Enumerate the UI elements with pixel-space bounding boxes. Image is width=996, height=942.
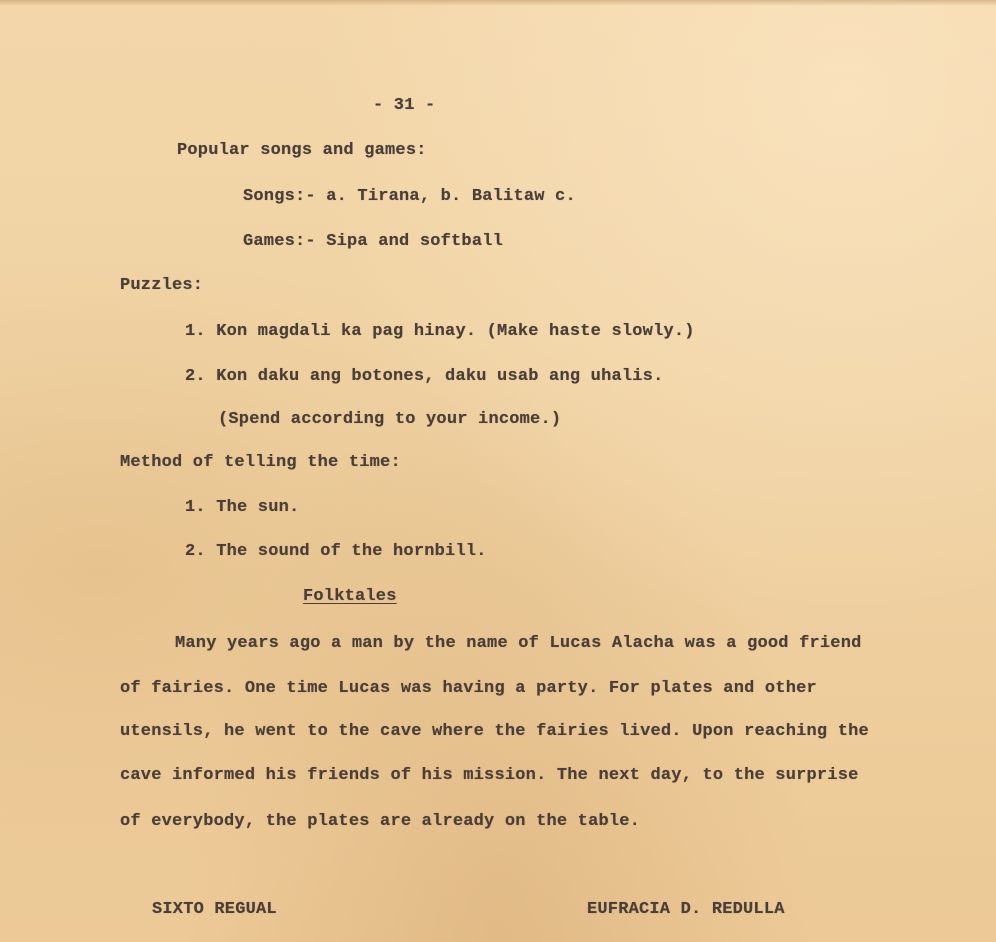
- signature-left: SIXTO REGUAL: [152, 900, 277, 919]
- page-top-edge: [0, 0, 996, 6]
- puzzle-item-2-translation: (Spend according to your income.): [218, 410, 562, 429]
- folktales-title: Folktales: [303, 587, 397, 606]
- puzzles-heading: Puzzles:: [120, 276, 204, 295]
- folktale-line-5: of everybody, the plates are already on the table.: [120, 812, 641, 831]
- time-heading: Method of telling the time:: [120, 453, 401, 472]
- folktale-line-1: Many years ago a man by the name of Lucas Alacha was a good friend: [175, 634, 862, 653]
- folktale-line-2: of fairies. One time Lucas was having a party. For plates and other: [120, 679, 817, 698]
- time-item-2: 2. The sound of the hornbill.: [185, 542, 487, 561]
- folktale-line-4: cave informed his friends of his mission. The next day, to the surprise: [120, 766, 859, 785]
- puzzle-item-2: 2. Kon daku ang botones, daku usab ang uhalis.: [185, 367, 664, 386]
- page-number: - 31 -: [373, 96, 436, 115]
- songs-line: Songs:- a. Tirana, b. Balitaw c.: [243, 187, 576, 206]
- signature-right: EUFRACIA D. REDULLA: [587, 900, 785, 919]
- puzzle-item-1: 1. Kon magdali ka pag hinay. (Make haste slowly.): [185, 322, 695, 341]
- songs-games-heading: Popular songs and games:: [177, 141, 427, 160]
- games-line: Games:- Sipa and softball: [243, 232, 504, 251]
- folktale-line-3: utensils, he went to the cave where the fairies lived. Upon reaching the: [120, 722, 869, 741]
- time-item-1: 1. The sun.: [185, 498, 300, 517]
